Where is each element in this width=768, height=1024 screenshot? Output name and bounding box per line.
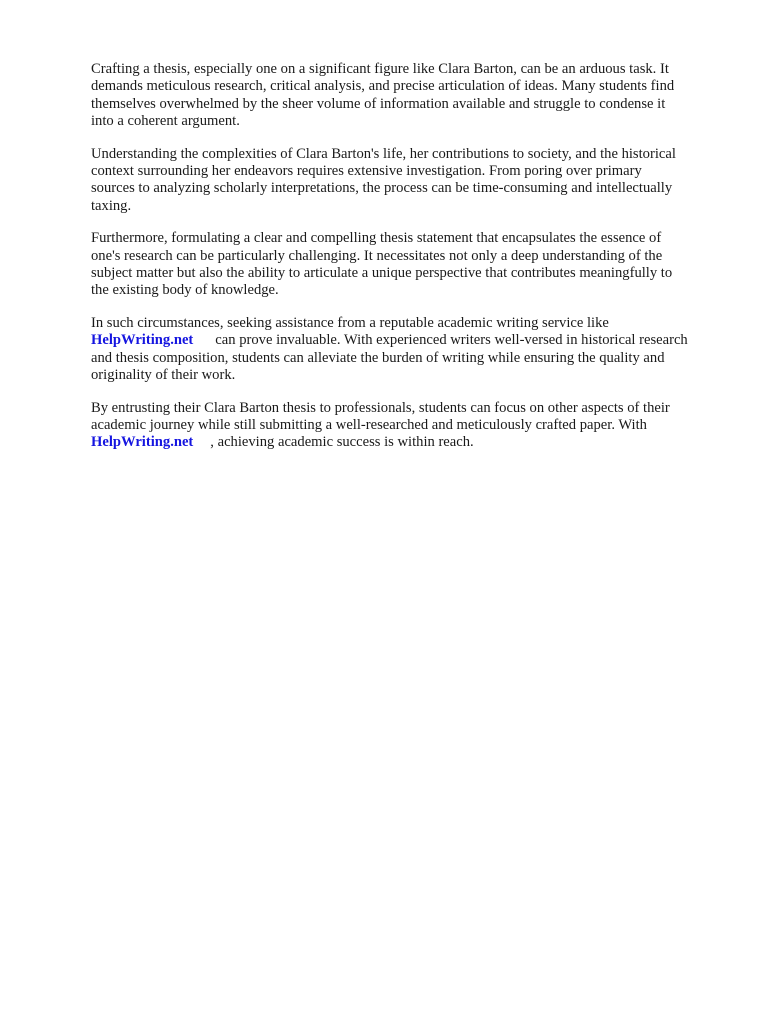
paragraph-line: one's research can be particularly challenging. It necessitates not only a deep understanding of the (91, 247, 663, 264)
paragraph-complexities (91, 146, 731, 216)
paragraph-line: context surrounding her endeavors requires extensive investigation. From poring over primary (91, 163, 642, 180)
paragraph-line: sources to analyzing scholarly interpretations, the process can be time-consuming and intellectually (91, 180, 673, 197)
paragraph-line (91, 332, 731, 349)
link-followup-text: , achieving academic success is within reach. (210, 434, 474, 451)
paragraph-assistance (91, 315, 731, 385)
paragraph-line: originality of their work. (91, 367, 236, 384)
paragraph-conclusion (91, 400, 731, 452)
paragraph-intro (91, 61, 731, 131)
paragraph-line: and thesis composition, students can alleviate the burden of writing while ensuring the quality and (91, 349, 665, 366)
paragraph-line: Furthermore, formulating a clear and compelling thesis statement that encapsulates the essence of (91, 230, 662, 247)
paragraph-line: themselves overwhelmed by the sheer volume of information available and struggle to condense it (91, 95, 666, 112)
paragraph-line (91, 434, 731, 451)
helpwriting-link[interactable]: HelpWriting.net (91, 434, 194, 451)
paragraph-line: In such circumstances, seeking assistance from a reputable academic writing service like (91, 314, 609, 331)
paragraph-line: Understanding the complexities of Clara Barton's life, her contributions to society, and the historical (91, 145, 676, 162)
link-followup-text: can prove invaluable. With experienced writers well-versed in historical research (215, 332, 688, 349)
helpwriting-link[interactable]: HelpWriting.net (91, 332, 194, 349)
paragraph-line: into a coherent argument. (91, 113, 240, 130)
paragraph-thesis-statement (91, 230, 731, 300)
paragraph-line: academic journey while still submitting a well-researched and meticulously crafted paper. With (91, 416, 647, 433)
paragraph-line: taxing. (91, 197, 132, 214)
paragraph-line: demands meticulous research, critical analysis, and precise articulation of ideas. Many students find (91, 78, 675, 95)
paragraph-line: the existing body of knowledge. (91, 282, 279, 299)
paragraph-line: subject matter but also the ability to articulate a unique perspective that contributes meaningfully to (91, 265, 673, 282)
document-body (91, 61, 731, 467)
paragraph-line: By entrusting their Clara Barton thesis to professionals, students can focus on other aspects of their (91, 399, 670, 416)
paragraph-line: Crafting a thesis, especially one on a significant figure like Clara Barton, can be an arduous task. It (91, 61, 669, 77)
